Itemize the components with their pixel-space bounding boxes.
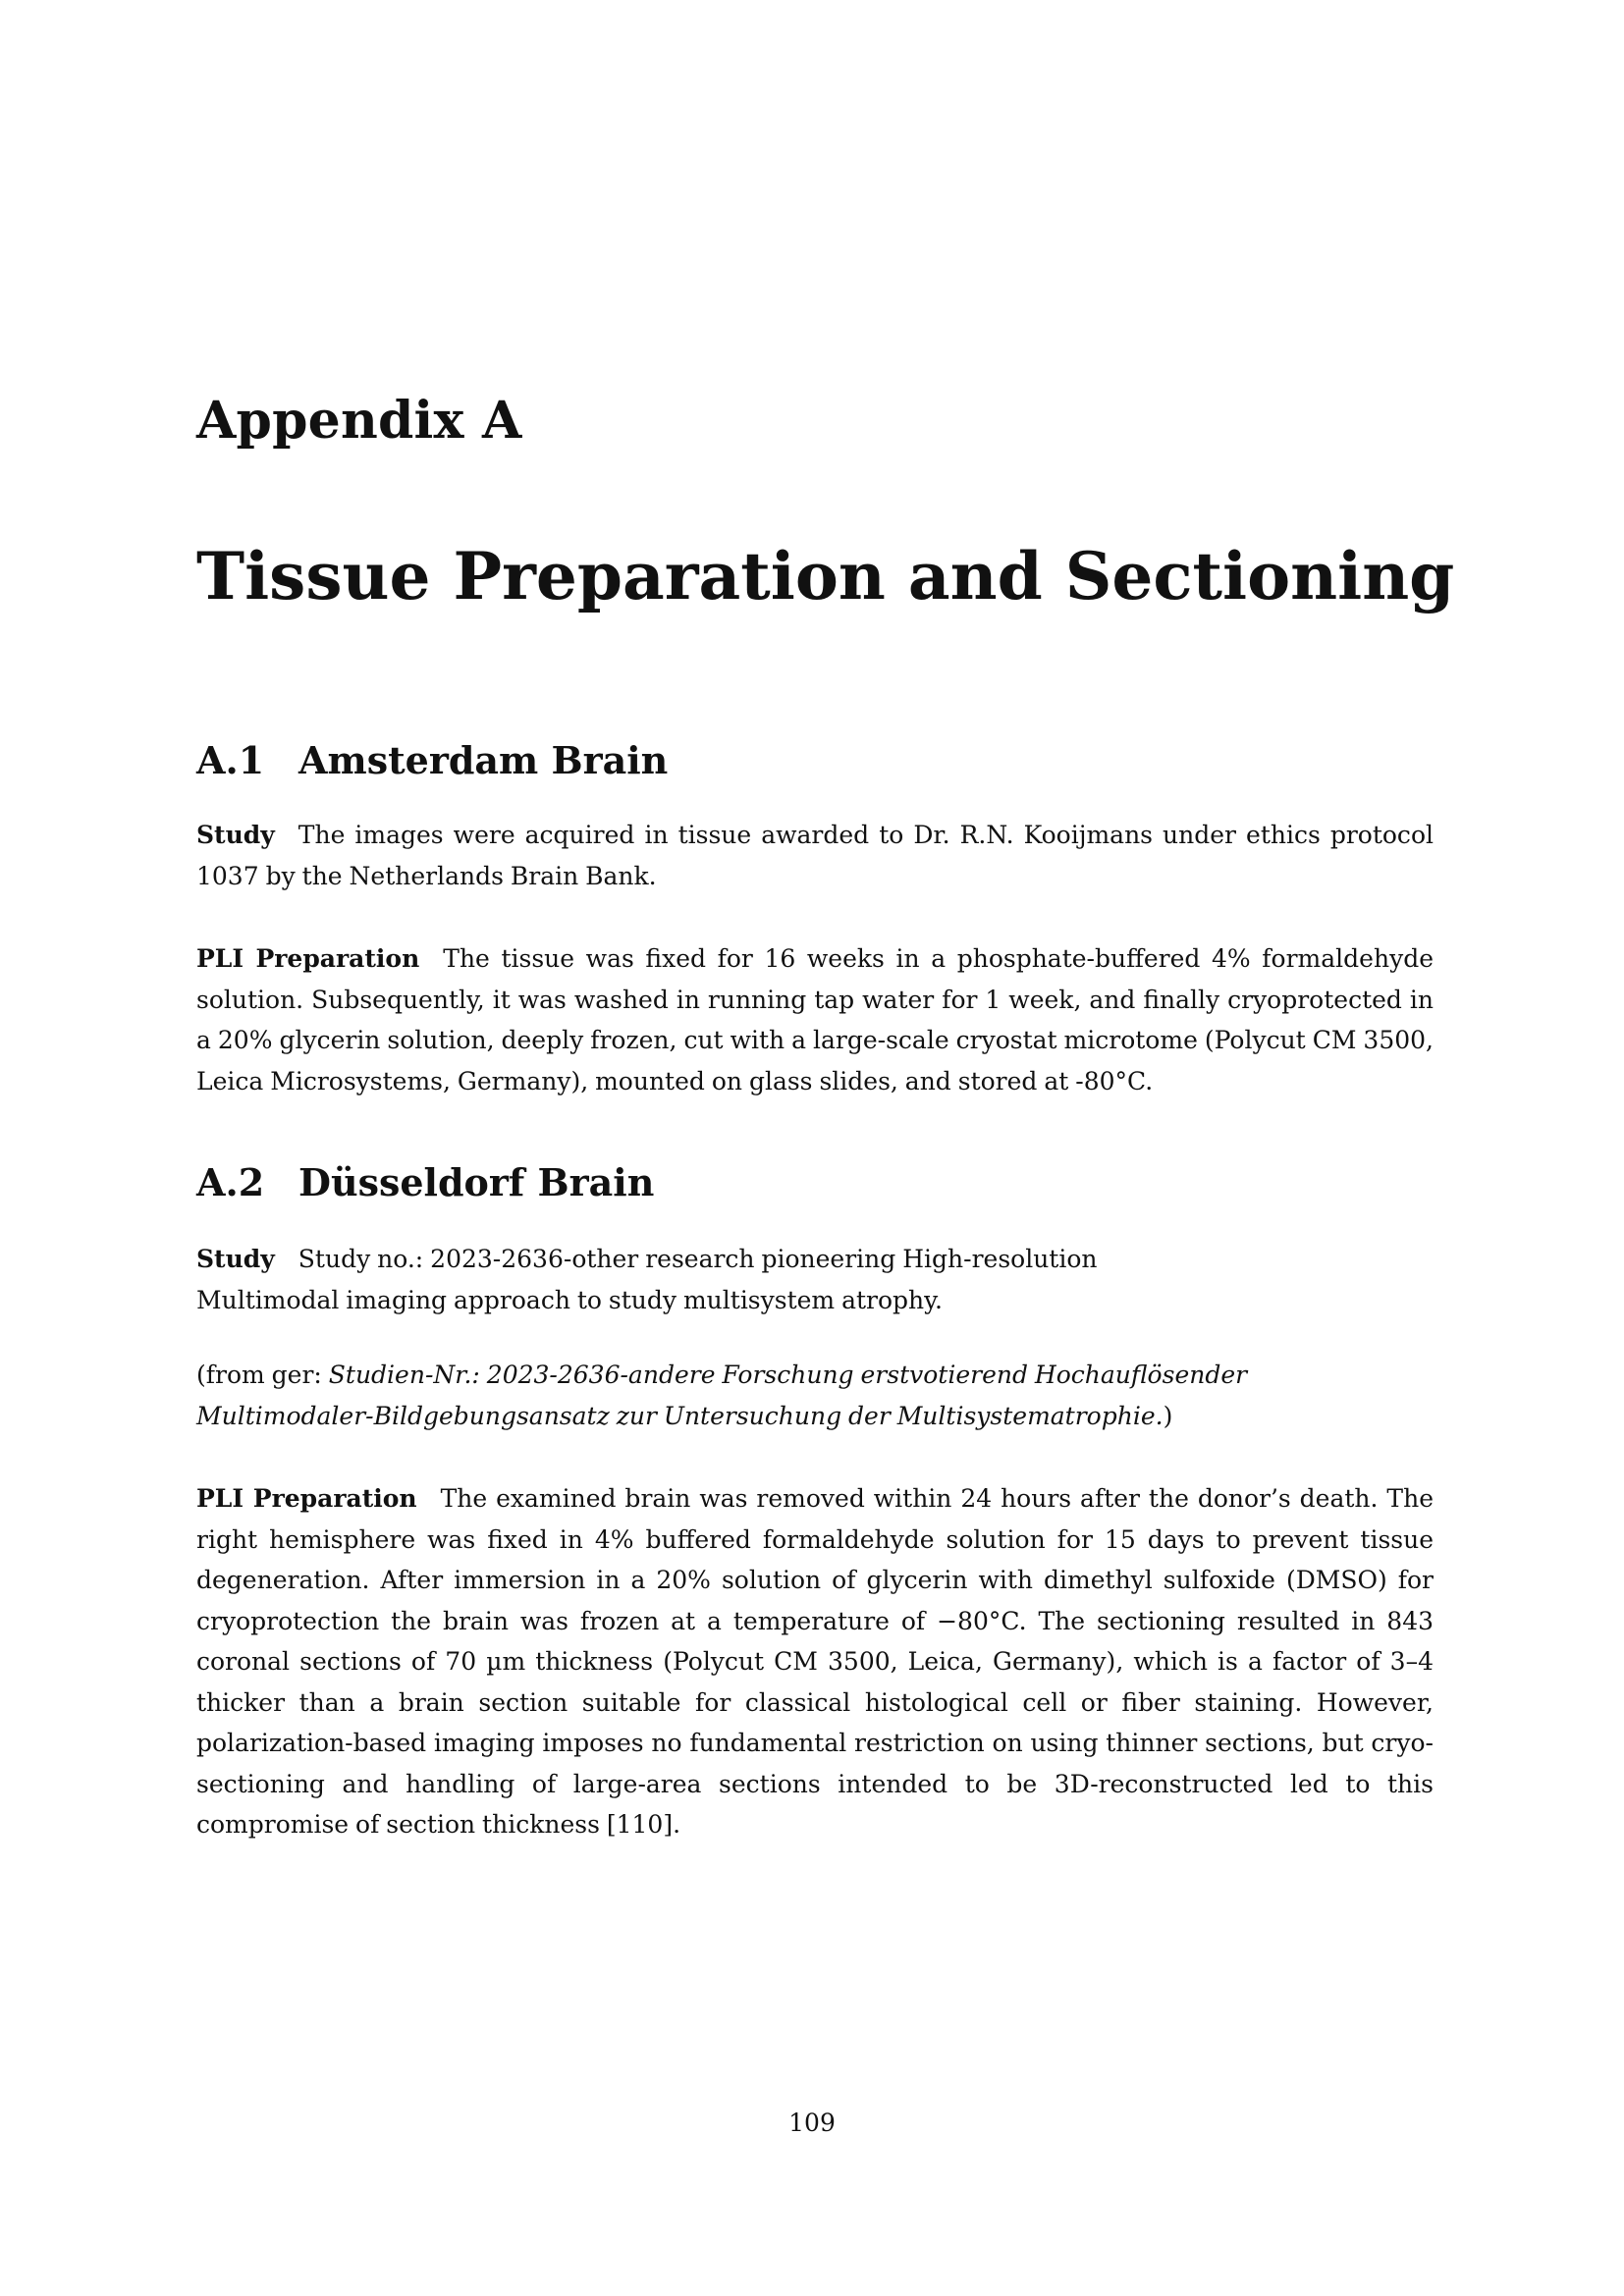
translation-line2: Multimodaler-Bildgebungsansatz zur Untersuchung der Multisystematrophie. [196,1401,1164,1430]
paragraph-lead: PLI Preparation [196,1484,417,1513]
paragraph-lead: Study [196,821,275,849]
section-heading-a1 [196,738,668,783]
section-number: A.2 [196,1160,265,1204]
paragraph-pli-a2 [196,1478,1434,1845]
section-heading-a2 [196,1160,654,1205]
paragraph-translation-a2 [196,1355,1434,1436]
paragraph-text: The examined brain was removed within 24 hours after the donor’s death. The right hemisphere was fixed in 4% buffered formaldehyde solution for 15 days to prevent tissue degeneration. After immersion in a 20% solution of glycerin with dimethyl sulfoxide (DMSO) for cryoprotection the brain was frozen at a temperature of −80°C. The sectioning resulted in 843 coronal sections of 70 µm thickness (Polycut CM 3500, Leica, Germany), which is a factor of 3–4 thicker than a brain section suitable for classical histological cell or fiber staining. However, polarization-based imaging imposes no fundamental restriction on using thinner sections, but cryo-sectioning and handling of large-area sections intended to be 3D-reconstructed led to this compromise of section thickness [110]. [196,1484,1434,1839]
paragraph-lead: Study [196,1245,275,1273]
translation-suffix: ) [1163,1401,1173,1430]
paragraph-lead: PLI Preparation [196,944,420,973]
paragraph-text: The images were acquired in tissue awarded to Dr. R.N. Kooijmans under ethics protocol 1037 by the Netherlands Brain Bank. [196,821,1434,890]
page-number: 109 [788,2109,836,2137]
paragraph-pli-a1 [196,938,1434,1101]
section-title: Düsseldorf Brain [298,1160,655,1204]
translation-line1: Studien-Nr.: 2023-2636-andere Forschung erstvotierend Hochauflösender [328,1361,1248,1389]
paragraph-text-line2: Multimodal imaging approach to study multisystem atrophy. [196,1285,943,1314]
section-title: Amsterdam Brain [298,738,669,782]
chapter-title: Tissue Preparation and Sectioning [196,538,1455,614]
paragraph-text: The tissue was fixed for 16 weeks in a phosphate-buffered 4% formaldehyde solution. Subsequently, it was washed in running tap water for 1 week, and finally cryoprotected in a 20% glycerin solution, deeply frozen, cut with a large-scale cryostat microtome (Polycut CM 3500, Leica Microsystems, Germany), mounted on glass slides, and stored at -80°C. [196,944,1434,1095]
section-number: A.1 [196,738,265,782]
paragraph-study-a2 [196,1239,1434,1320]
translation-prefix: (from ger: [196,1361,329,1389]
paragraph-text-line1: Study no.: 2023-2636-other research pioneering High-resolution [298,1245,1098,1273]
paragraph-study-a1 [196,815,1434,896]
chapter-label: Appendix A [196,391,522,451]
